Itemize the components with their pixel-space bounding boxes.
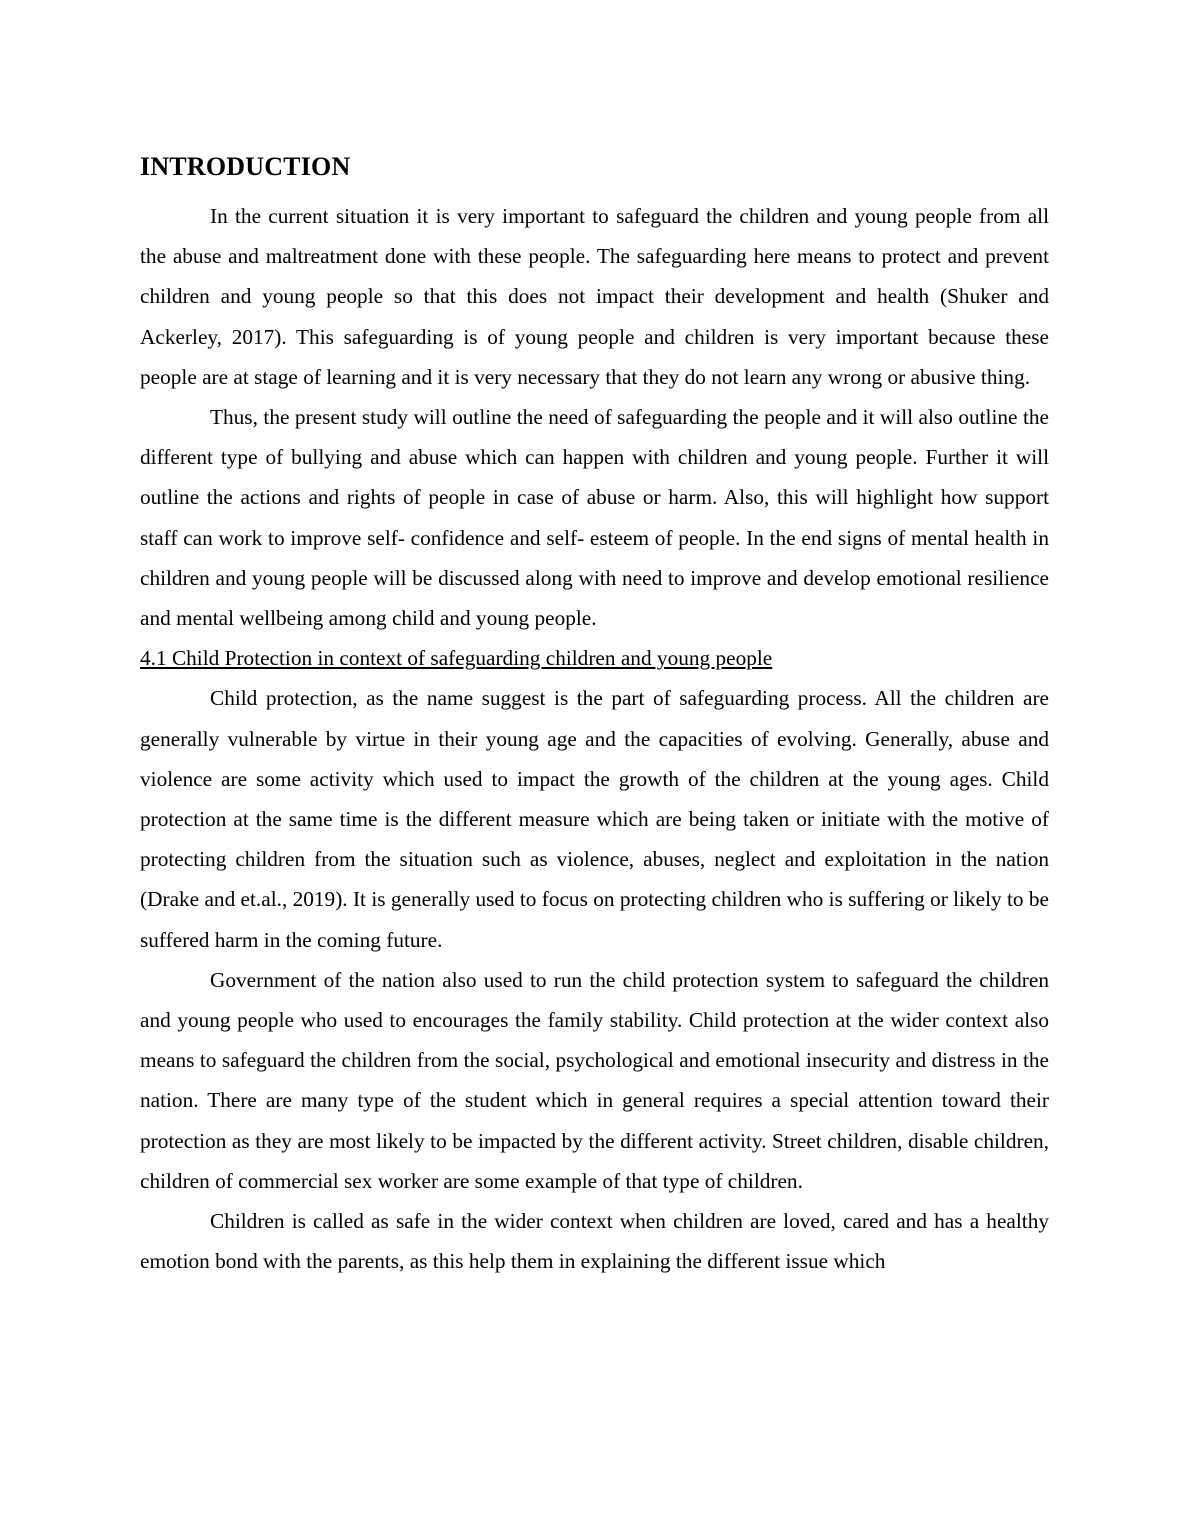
section-heading: 4.1 Child Protection in context of safeguarding children and young people: [140, 646, 773, 671]
section-paragraph-2: Government of the nation also used to run the child protection system to safeguard the children and young people who used to encourages the family stability. Child protection at the wider context also means to safeguard the children from the social, psychological and emotional insecurity and distress in the nation. There are many type of the student which in general requires a special attention toward their protection as they are most likely to be impacted by the different activity. Street children, disable children, children of commercial sex worker are some example of that type of children.: [140, 967, 1049, 1193]
intro-paragraph-2: Thus, the present study will outline the need of safeguarding the people and it will also outline the different type of bullying and abuse which can happen with children and young people. Further it will outline the actions and rights of people in case of abuse or harm. Also, this will highlight how support staff can work to improve self- confidence and self- esteem of people. In the end signs of mental health in children and young people will be discussed along with need to improve and develop emotional resilience and mental wellbeing among child and young people.: [140, 405, 1049, 631]
section-paragraph-1: Child protection, as the name suggest is the part of safeguarding process. All the children are generally vulnerable by virtue in their young age and the capacities of evolving. Generally, abuse and violence are some activity which used to impact the growth of the children at the young ages. Child protection at the same time is the different measure which are being taken or initiate with the motive of protecting children from the situation such as violence, abuses, neglect and exploitation in the nation (Drake and et.al., 2019). It is generally used to focus on protecting children who is suffering or likely to be suffered harm in the coming future.: [140, 686, 1049, 952]
page-title: INTRODUCTION: [140, 152, 351, 181]
intro-paragraph-1: In the current situation it is very important to safeguard the children and young people from all the abuse and maltreatment done with these people. The safeguarding here means to protect and prevent children and young people so that this does not impact their development and health (Shuker and Ackerley, 2017). This safeguarding is of young people and children is very important because these people are at stage of learning and it is very necessary that they do not learn any wrong or abusive thing.: [140, 204, 1049, 389]
section-paragraph-3: Children is called as safe in the wider context when children are loved, cared and has a healthy emotion bond with the parents, as this help them in explaining the different issue which: [140, 1209, 1049, 1274]
document-page: [140, 150, 1049, 1281]
